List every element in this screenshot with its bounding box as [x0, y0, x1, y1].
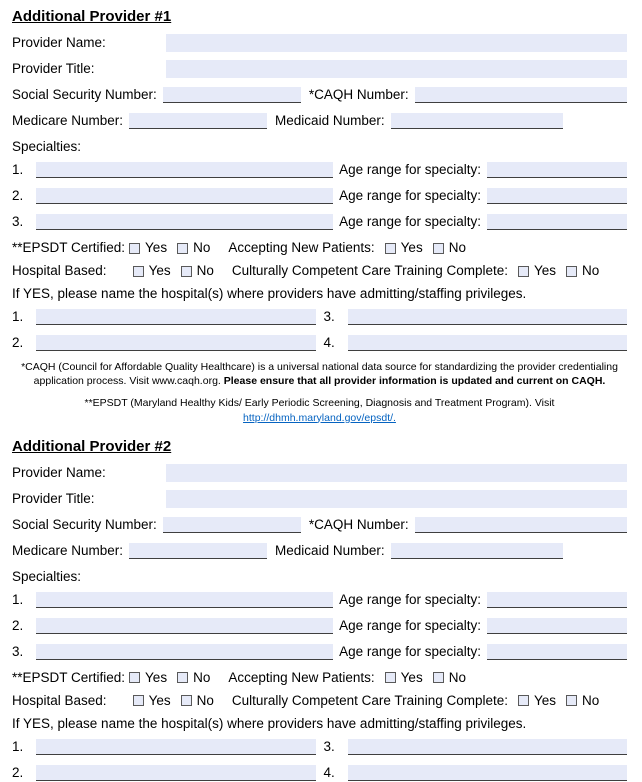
row-number: 4.: [323, 764, 335, 780]
no-label: No: [193, 240, 211, 255]
specialty-row-3: [12, 643, 627, 661]
age-range-label: Age range for specialty:: [339, 162, 481, 177]
if-yes-instruction: If YES, please name the hospital(s) where providers have admitting/staffing privileges.: [12, 286, 527, 301]
age-range-field-2-2[interactable]: [487, 618, 627, 634]
epsdt-yes-checkbox[interactable]: [129, 243, 140, 254]
no-label: No: [448, 240, 466, 255]
hospital-field-2-2[interactable]: [36, 765, 316, 781]
row-number: 3.: [323, 738, 335, 754]
specialty-field-2[interactable]: [36, 188, 333, 204]
provider-title-label: Provider Title:: [12, 61, 95, 76]
caqh-footnote-bold: Please ensure that all provider information is updated and current on CAQH.: [223, 375, 606, 388]
accepting-no-checkbox-2[interactable]: [433, 672, 444, 683]
provider-name-row: [12, 34, 627, 52]
epsdt-yes-checkbox-2[interactable]: [129, 672, 140, 683]
ssn-field[interactable]: [163, 87, 301, 103]
epsdt-no-checkbox-2[interactable]: [177, 672, 188, 683]
row-number: 2.: [12, 764, 24, 780]
hospital-cultural-row: [12, 262, 627, 280]
cultural-no-checkbox[interactable]: [566, 266, 577, 277]
yes-label: Yes: [148, 692, 171, 708]
specialty-row-2: [12, 617, 627, 635]
age-range-label: Age range for specialty:: [339, 188, 481, 203]
provider-name-field-2[interactable]: [166, 464, 627, 482]
age-range-label: Age range for specialty:: [339, 591, 481, 607]
age-range-field-3[interactable]: [487, 214, 627, 230]
row-number: 3.: [12, 643, 24, 659]
hospital-field-2[interactable]: [36, 335, 316, 351]
accepting-yes-checkbox-2[interactable]: [385, 672, 396, 683]
hospital-based-yes-checkbox-2[interactable]: [133, 695, 144, 706]
caqh-field[interactable]: [415, 87, 627, 103]
hospital-field-2-4[interactable]: [348, 765, 628, 781]
accepting-patients-label: Accepting New Patients:: [228, 240, 375, 255]
hospital-based-no-checkbox[interactable]: [181, 266, 192, 277]
specialty-row-3: [12, 213, 627, 231]
caqh-field-2[interactable]: [415, 517, 627, 533]
hospital-cultural-row: [12, 692, 627, 710]
row-number: 1.: [12, 591, 24, 607]
specialty-row-1: [12, 161, 627, 179]
ssn-caqh-row: [12, 516, 627, 534]
medicaid-field[interactable]: [391, 113, 563, 129]
hospital-based-no-checkbox-2[interactable]: [181, 695, 192, 706]
hospital-field-2-3[interactable]: [348, 739, 628, 755]
no-label: No: [196, 692, 214, 708]
age-range-label: Age range for specialty:: [339, 643, 481, 659]
medicare-label: Medicare Number:: [12, 542, 124, 558]
cultural-training-label: Culturally Competent Care Training Complete:: [231, 692, 508, 708]
provider-title-row: [12, 490, 627, 508]
accepting-no-checkbox[interactable]: [433, 243, 444, 254]
accepting-patients-label: Accepting New Patients:: [228, 669, 375, 685]
caqh-footnote: [18, 360, 621, 388]
age-range-label: Age range for specialty:: [339, 214, 481, 229]
hospital-field-2-1[interactable]: [36, 739, 316, 755]
ssn-label: Social Security Number:: [12, 516, 157, 532]
hospital-field-4[interactable]: [348, 335, 628, 351]
row-number: 2.: [12, 335, 24, 350]
specialty-field-2-1[interactable]: [36, 592, 333, 608]
no-label: No: [448, 669, 466, 685]
hospital-based-yes-checkbox[interactable]: [133, 266, 144, 277]
hospital-row-a: [12, 738, 627, 756]
row-number: 2.: [12, 617, 24, 633]
provider-title-field[interactable]: [166, 60, 627, 78]
epsdt-certified-label: **EPSDT Certified:: [12, 669, 126, 685]
yes-label: Yes: [145, 669, 168, 685]
age-range-field-1[interactable]: [487, 162, 627, 178]
epsdt-link[interactable]: http://dhmh.maryland.gov/epsdt/.: [243, 411, 396, 424]
yes-label: Yes: [148, 263, 171, 278]
provider-name-label: Provider Name:: [12, 464, 106, 480]
if-yes-instruction: If YES, please name the hospital(s) where providers have admitting/staffing privileges.: [12, 715, 527, 731]
row-number: 1.: [12, 309, 24, 324]
cultural-yes-checkbox-2[interactable]: [518, 695, 529, 706]
hospital-row-b: [12, 764, 627, 782]
specialty-field-2-2[interactable]: [36, 618, 333, 634]
no-label: No: [196, 263, 214, 278]
specialties-label: Specialties:: [12, 568, 82, 584]
epsdt-no-checkbox[interactable]: [177, 243, 188, 254]
hospital-field-3[interactable]: [348, 309, 628, 325]
no-label: No: [582, 263, 600, 278]
cultural-training-label: Culturally Competent Care Training Complete:: [231, 263, 508, 278]
provider-1-heading: Additional Provider #1: [12, 8, 172, 25]
provider-name-field[interactable]: [166, 34, 627, 52]
yes-label: Yes: [400, 240, 423, 255]
ssn-label: Social Security Number:: [12, 87, 157, 102]
provider-name-label: Provider Name:: [12, 35, 106, 50]
age-range-field-2-3[interactable]: [487, 644, 627, 660]
specialty-field-3[interactable]: [36, 214, 333, 230]
yes-label: Yes: [145, 240, 168, 255]
medicare-medicaid-row: [12, 542, 627, 560]
hospital-based-label: Hospital Based:: [12, 692, 107, 708]
no-label: No: [193, 669, 211, 685]
hospital-row-a: [12, 308, 627, 326]
hospital-row-b: [12, 334, 627, 352]
medicaid-label: Medicaid Number:: [275, 542, 385, 558]
provider-title-field-2[interactable]: [166, 490, 627, 508]
specialty-field-1[interactable]: [36, 162, 333, 178]
medicare-medicaid-row: [12, 112, 627, 130]
row-number: 1.: [12, 738, 24, 754]
medicaid-field-2[interactable]: [391, 543, 563, 559]
no-label: No: [582, 692, 600, 708]
accepting-yes-checkbox[interactable]: [385, 243, 396, 254]
hospital-field-1[interactable]: [36, 309, 316, 325]
age-range-field-2-1[interactable]: [487, 592, 627, 608]
caqh-footnote-text: *CAQH (Council for Affordable Quality Healthcare) is a universal national data source for standardizing the provider credentialing application process. Visit www.caqh.org.: [21, 361, 618, 388]
ssn-field-2[interactable]: [163, 517, 301, 533]
provider-2-heading: Additional Provider #2: [12, 437, 172, 455]
caqh-label: *CAQH Number:: [308, 516, 409, 532]
medicare-label: Medicare Number:: [12, 113, 124, 128]
provider-name-row: [12, 464, 627, 482]
row-number: 4.: [323, 335, 335, 350]
cultural-yes-checkbox[interactable]: [518, 266, 529, 277]
medicaid-label: Medicaid Number:: [275, 113, 385, 128]
row-number: 1.: [12, 162, 24, 177]
row-number: 3.: [323, 309, 335, 324]
yes-label: Yes: [533, 263, 557, 278]
yes-label: Yes: [400, 669, 423, 685]
specialty-field-2-3[interactable]: [36, 644, 333, 660]
epsdt-accepting-row: [12, 669, 627, 687]
caqh-label: *CAQH Number:: [308, 87, 409, 102]
yes-label: Yes: [533, 692, 557, 708]
epsdt-footnote: [18, 396, 621, 424]
provider-title-label: Provider Title:: [12, 490, 95, 506]
epsdt-certified-label: **EPSDT Certified:: [12, 240, 126, 255]
age-range-field-2[interactable]: [487, 188, 627, 204]
provider-1-section: [12, 8, 627, 352]
epsdt-footnote-text: **EPSDT (Maryland Healthy Kids/ Early Periodic Screening, Diagnosis and Treatment Program). Visit: [84, 397, 555, 410]
medicare-field-2[interactable]: [129, 543, 267, 559]
hospital-based-label: Hospital Based:: [12, 263, 107, 278]
specialty-row-1: [12, 591, 627, 609]
ssn-caqh-row: [12, 86, 627, 104]
specialty-row-2: [12, 187, 627, 205]
specialties-label: Specialties:: [12, 139, 82, 154]
row-number: 3.: [12, 214, 24, 229]
provider-title-row: [12, 60, 627, 78]
age-range-label: Age range for specialty:: [339, 617, 481, 633]
provider-2-section: [12, 438, 627, 782]
cultural-no-checkbox-2[interactable]: [566, 695, 577, 706]
row-number: 2.: [12, 188, 24, 203]
medicare-field[interactable]: [129, 113, 267, 129]
epsdt-accepting-row: [12, 239, 627, 257]
